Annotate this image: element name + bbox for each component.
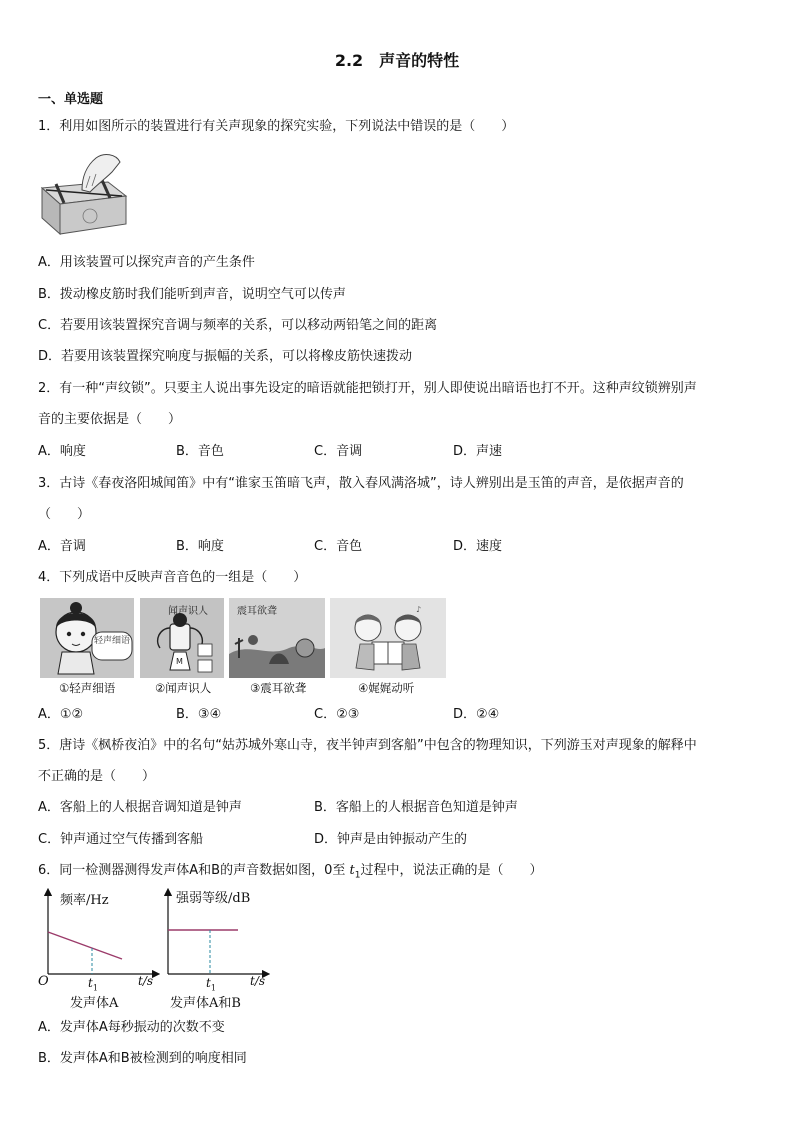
q6-stem-t: t bbox=[349, 863, 355, 878]
q4-picture-1-text: 轻声细语 bbox=[94, 636, 131, 646]
q2-option-b: B．音色 bbox=[176, 444, 224, 459]
q3-stem-line1: 3．古诗《春夜洛阳城闻笛》中有“谁家玉笛暗飞声，散入春风满洛城”，诗人辨别出是玉笛的声音，是依据声音的 bbox=[38, 476, 684, 491]
q6-graph-b-tick: $t_1$ bbox=[206, 976, 216, 993]
q3-option-b: B．响度 bbox=[176, 539, 224, 554]
q4-caption-2: ②闻声识人 bbox=[155, 681, 212, 695]
q4-picture-3-text: 震耳欲聋 bbox=[237, 606, 277, 617]
q6-stem-sub: 1 bbox=[354, 870, 361, 881]
q5-option-c: C．钟声通过空气传播到客船 bbox=[38, 832, 204, 847]
q1-apparatus-image bbox=[38, 148, 130, 236]
q5-option-b: B．客船上的人根据音色知道是钟声 bbox=[314, 800, 518, 815]
q6-graph-b-xlabel: t/s bbox=[250, 974, 266, 988]
q6-graph-a-tick: $t_1$ bbox=[88, 976, 98, 993]
q4-caption-1: ①轻声细语 bbox=[59, 681, 116, 695]
q2-option-c: C．音调 bbox=[314, 444, 363, 459]
q6-graph-a-line bbox=[48, 932, 122, 959]
q3-option-c: C．音色 bbox=[314, 539, 363, 554]
svg-text:♪: ♪ bbox=[416, 605, 422, 614]
q3-option-d: D．速度 bbox=[453, 539, 503, 554]
q6-graph-b-ylabel: 强弱等级/dB bbox=[176, 891, 251, 906]
q4-picture-2 bbox=[140, 598, 224, 678]
q6-stem-b: 过程中，说法正确的是（ ） bbox=[360, 863, 543, 878]
q4-picture-2-text: 闻声识人 bbox=[168, 606, 208, 617]
q6-option-a: A．发声体A每秒振动的次数不变 bbox=[38, 1020, 225, 1035]
q6-graph-a-ylabel: 频率/Hz bbox=[60, 893, 109, 908]
q1-option-d: D．若要用该装置探究响度与振幅的关系，可以将橡皮筋快速拨动 bbox=[38, 349, 413, 364]
q6-graph-a-caption: 发声体A bbox=[70, 996, 119, 1011]
q6-graph-b-caption: 发声体A和B bbox=[170, 996, 241, 1011]
page-title: 2.2 声音的特性 bbox=[334, 51, 460, 70]
q6-graph-a bbox=[34, 884, 164, 1010]
q5-stem-line2: 不正确的是（ ） bbox=[38, 769, 156, 784]
q6-stem bbox=[38, 862, 542, 885]
q6-option-b: B．发声体A和B被检测到的响度相同 bbox=[38, 1051, 247, 1066]
q6-graph-a-origin: O bbox=[38, 974, 49, 989]
q5-option-d: D．钟声是由钟振动产生的 bbox=[314, 832, 468, 847]
q2-option-d: D．声速 bbox=[453, 444, 503, 459]
q3-option-a: A．音调 bbox=[38, 539, 86, 554]
q4-picture-3 bbox=[229, 598, 325, 678]
q4-option-c: C．②③ bbox=[314, 707, 360, 722]
q1-option-c: C．若要用该装置探究音调与频率的关系，可以移动两铅笔之间的距离 bbox=[38, 318, 438, 333]
q4-picture-1 bbox=[40, 598, 134, 678]
q6-graph-a-xlabel: t/s bbox=[138, 974, 154, 988]
section-heading: 一、单选题 bbox=[38, 92, 104, 107]
svg-text:M: M bbox=[176, 657, 183, 666]
q4-caption-3: ③震耳欲聋 bbox=[250, 681, 307, 695]
q6-stem-a: 6．同一检测器测得发声体A和B的声音数据如图，0至 bbox=[38, 863, 350, 878]
q5-stem-line1: 5．唐诗《枫桥夜泊》中的名句“姑苏城外寒山寺，夜半钟声到客船”中包含的物理知识，下列游玉对声现象的解释中 bbox=[38, 738, 697, 753]
q4-picture-4 bbox=[330, 598, 446, 678]
q3-stem-line2: （ ） bbox=[38, 507, 91, 522]
q4-stem: 4．下列成语中反映声音音色的一组是（ ） bbox=[38, 570, 307, 585]
q4-option-a: A．①② bbox=[38, 707, 84, 722]
q5-option-a: A．客船上的人根据音调知道是钟声 bbox=[38, 800, 242, 815]
q2-stem-line2: 音的主要依据是（ ） bbox=[38, 412, 182, 427]
q4-caption-4: ④娓娓动听 bbox=[358, 681, 415, 695]
q2-option-a: A．响度 bbox=[38, 444, 86, 459]
q4-option-b: B．③④ bbox=[176, 707, 222, 722]
q2-stem-line1: 2．有一种“声纹锁”。只要主人说出事先设定的暗语就能把锁打开，别人即使说出暗语也打不开。这种声纹锁辨别声 bbox=[38, 381, 697, 396]
q4-option-d: D．②④ bbox=[453, 707, 500, 722]
q1-option-b: B．拨动橡皮筋时我们能听到声音，说明空气可以传声 bbox=[38, 287, 346, 302]
q1-option-a: A．用该装置可以探究声音的产生条件 bbox=[38, 255, 255, 270]
q1-stem: 1．利用如图所示的装置进行有关声现象的探究实验，下列说法中错误的是（ ） bbox=[38, 119, 515, 134]
q6-graph-b bbox=[156, 884, 274, 1010]
